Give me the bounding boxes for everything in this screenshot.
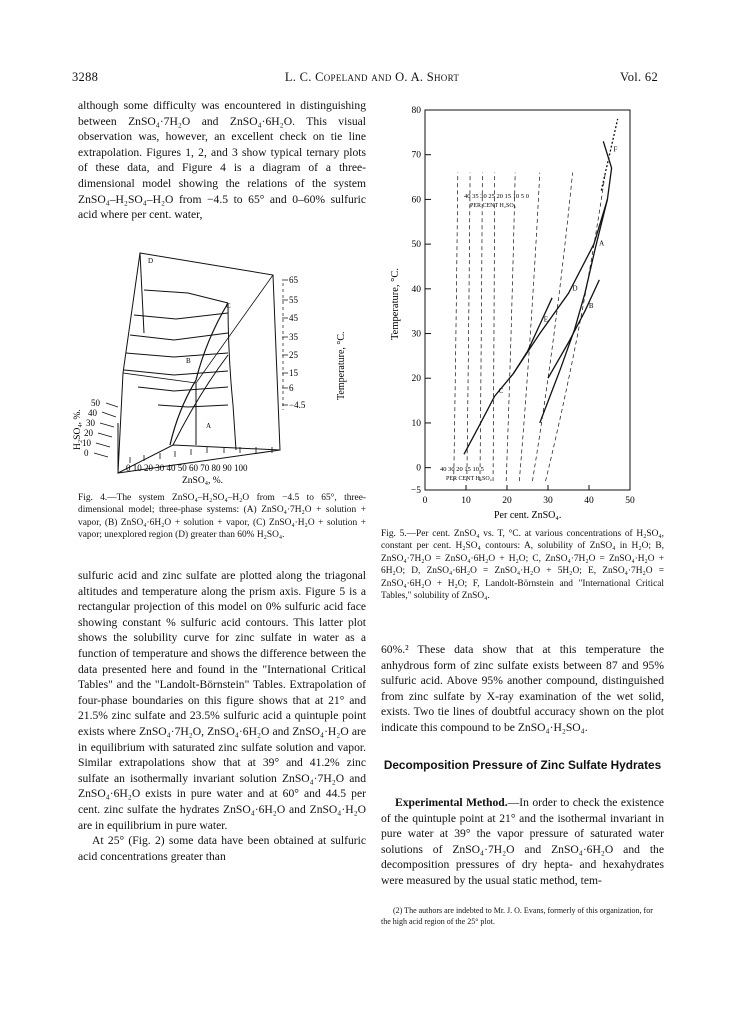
curve-label-e: E (543, 315, 549, 324)
fig4-acid-label: H₂SO₄, %. (73, 409, 83, 450)
acid-contour-line (480, 173, 482, 481)
temp-tick: 55 (289, 295, 298, 305)
y-tick-label: 0 (416, 463, 421, 474)
x-tick-label: 40 (584, 496, 594, 506)
temp-tick: 65 (289, 275, 298, 285)
region-label-c: C (226, 302, 231, 310)
y-tick-label: 50 (411, 240, 421, 251)
right-top-paragraph (381, 642, 664, 736)
curve-label-d: D (572, 284, 578, 293)
curve-label-a: A (599, 239, 605, 248)
left-body-paragraph (78, 568, 366, 864)
method-text: —In order to check the existence of the quintuple point at 21° and the isothermal invariant in pure water at 39° the vapor pressure of saturated water solutions of ZnSO₄·7H₂O and ZnSO₄·6H₂O and the decomposition pressures of dry hepta- and hexahydrates were measured by the usual static method, tem- (381, 796, 664, 887)
intro-text: although some difficulty was encountered in distinguishing between ZnSO₄·7H₂O and ZnSO₄·6H₂O. This visual observation was, however, an excellent check on tie line extrapolation. Figures 1, 2, and 3 show typical ternary plots of these data, and Figure 4 is a diagram of a three-dimensional model showing the relations of the system ZnSO₄–H₂SO₄–H₂O from −4.5 to 65° and 0–60% sulfuric acid where per cent. water, (78, 99, 366, 222)
curve-label-f: F (613, 145, 618, 154)
series-curve-c (464, 374, 513, 454)
acid-tick: 10 (82, 438, 91, 448)
region-label-a: A (206, 422, 212, 430)
series-curve-e (513, 298, 552, 374)
y-tick-label: 70 (411, 150, 421, 161)
x-tick-label: 10 (461, 496, 471, 506)
temp-tick: 35 (289, 332, 298, 342)
acid-tick: 40 (88, 408, 97, 418)
section-heading: Decomposition Pressure of Zinc Sulfate Hydrates (383, 758, 662, 772)
x-tick-label: 30 (543, 496, 553, 506)
method-label: Experimental Method. (395, 796, 508, 809)
contour-labels-bottom: 40 30 20 15 10 5 (440, 466, 484, 473)
body-text: sulfuric acid and zinc sulfate are plotted along the triagonal altitudes and temperature along the prism axis. Figure 5 is a rectangular projection of this model on 0% sulfuric acid face showing constant % sulfuric acid contours. This latter plot shows the solubility curve for zinc sulfate in water as a function of temperature and shows the difference between the data presented here and found in the "International Critical Tables" and the "Landolt-Börnstein" Tables. Extrapolation of four-phase boundaries on this figure shows that at 21° and 21.5% zinc sulfate and 23.5% sulfuric acid a quintuple point exists where ZnSO₄·7H₂O, ZnSO₄·6H₂O and ZnSO₄·H₂O are in equilibrium with saturated zinc sulfate solution and vapor. Similar extrapolations show that at 39° and 41.2% zinc sulfate an isothermally invariant solution ZnSO₄·7H₂O and ZnSO₄·6H₂O exists in pure water and at 60° and 44.5 per cent. zinc sulfate the hydrates ZnSO₄·6H₂O and ZnSO₄·H₂O are in equilibrium in pure water. (78, 569, 366, 832)
y-tick-label: 40 (411, 284, 421, 295)
y-tick-label: 80 (411, 106, 421, 116)
x-tick-label: 50 (625, 496, 635, 506)
temp-tick: −4.5 (289, 400, 306, 410)
contour-labels-top-sub: PER CENT H₂SO₄ (470, 203, 516, 209)
contour-labels-bottom-sub: PER CENT H₂SO₄ (446, 476, 492, 482)
fig4-x-ticks: 0 10 20 30 40 50 60 70 80 90 100 (126, 463, 248, 473)
region-label-b: B (186, 357, 191, 365)
y-tick-label: −5 (410, 486, 421, 496)
plot-frame (425, 110, 630, 490)
series-curve-b (548, 280, 599, 378)
curve-label-c: C (498, 387, 504, 396)
method-paragraph (381, 795, 664, 889)
fig5-y-label: Temperature, °C. (390, 268, 401, 340)
acid-tick: 0 (84, 448, 89, 458)
acid-contour-line (454, 173, 458, 481)
acid-tick: 20 (84, 428, 93, 438)
left-intro-paragraph (78, 98, 366, 223)
fig5-x-label: Per cent. ZnSO₄. (494, 510, 562, 521)
running-title: L. C. Copeland and O. A. Short (284, 70, 460, 84)
fig4-x-label: ZnSO₄, %. (182, 476, 224, 486)
temp-tick: 15 (289, 368, 298, 378)
temp-tick: 45 (289, 313, 298, 323)
acid-contour-line (467, 173, 470, 481)
series-curve-a (540, 141, 612, 423)
volume-label: Vol. 62 (620, 70, 658, 84)
acid-tick: 50 (91, 398, 100, 408)
figure-5-chart (380, 100, 670, 525)
contour-labels-top: 40 35 30 25 20 15 10 5 0 (464, 193, 529, 200)
temp-tick: 25 (289, 350, 298, 360)
body-text-2: At 25° (Fig. 2) some data have been obtained at sulfuric acid concentrations greater than (78, 834, 366, 863)
acid-tick: 30 (86, 418, 95, 428)
y-tick-label: 20 (411, 374, 421, 385)
y-tick-label: 30 (411, 329, 421, 340)
figure-5-caption: Fig. 5.—Per cent. ZnSO₄ vs. T, °C. at various concentrations of H₂SO₄, constant per cent. H₂SO₄ contours: A, solubility of ZnSO₄ in H₂O; B, ZnSO₄·7H₂O = ZnSO₄·6H₂O + H₂O; C, ZnSO₄·7H₂O = ZnSO₄·H₂O + 6H₂O; D, ZnSO₄·6H₂O = ZnSO₄·H₂O + 5H₂O; E, ZnSO₄·7H₂O = ZnSO₄·6H₂O + H₂O; F, Landolt-Börnstein and "International Critical Tables," solubility of ZnSO₄. (381, 529, 664, 602)
y-tick-label: 60 (411, 195, 421, 206)
figure-4-diagram (73, 245, 368, 486)
figure-4-caption: Fig. 4.—The system ZnSO₄–H₂SO₄–H₂O from −4.5 to 65°, three-dimensional model; three-phase systems: (A) ZnSO₄·7H₂O + solution + vapor, (B) ZnSO₄·6H₂O + solution + vapor, (C) ZnSO₄·H₂O + solution + vapor; unexplored region (D) greater than 60% H₂SO₄. (78, 493, 366, 541)
fig4-temp-label: Temperature, °C. (336, 331, 347, 400)
acid-contour-line (519, 173, 540, 481)
region-label-d: D (148, 257, 154, 265)
x-tick-label: 0 (422, 496, 428, 506)
x-tick-label: 20 (502, 496, 512, 506)
acid-contour-line (506, 173, 515, 481)
acid-contour-line (493, 173, 495, 481)
page-number: 3288 (72, 70, 99, 84)
temp-tick: 6 (289, 383, 294, 393)
y-tick-label: 10 (411, 418, 421, 429)
right-top-text: 60%.² These data show that at this temperature the anhydrous form of zinc sulfate exists between 87 and 95% sulfuric acid. Above 95% another compound, distinguished from zinc sulfate by X-ray examination of the wet solid, exists. Two tie lines of doubtful accuracy shown on the plot indicate this compound to be ZnSO₄·H₂SO₄. (381, 643, 664, 734)
footnote: (2) The authors are indebted to Mr. J. O. Evans, formerly of this organization, for the high acid region of the 25° plot. (381, 906, 653, 926)
curve-label-b: B (588, 302, 594, 311)
